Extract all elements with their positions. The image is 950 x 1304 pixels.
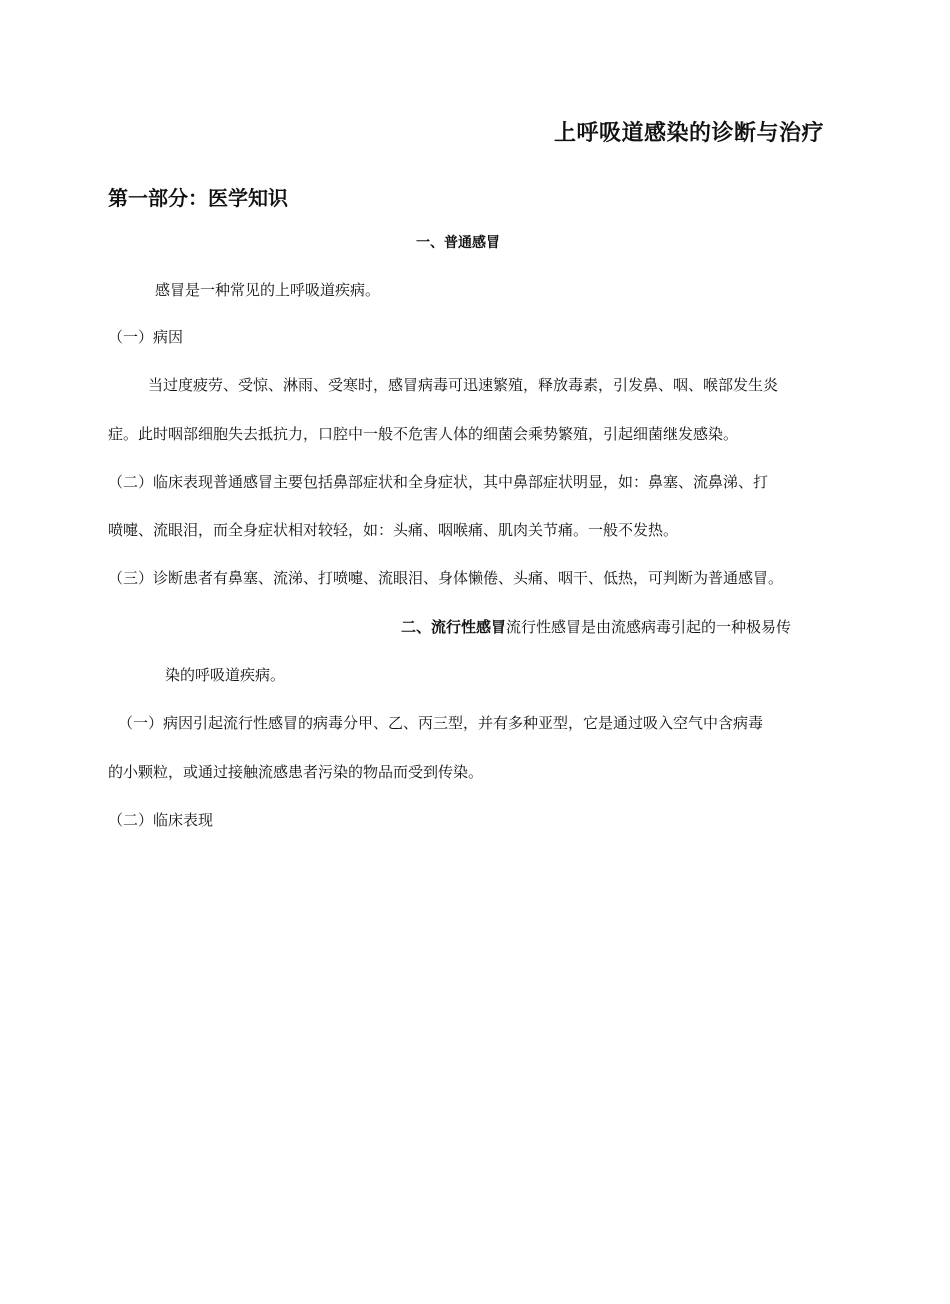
paragraph-diagnosis: （三）诊断患者有鼻塞、流涕、打喷嚏、流眼泪、身体懒倦、头痛、咽干、低热，可判断为普通感冒。 — [108, 569, 784, 587]
paragraph-influenza-cause-line-2: 的小颗粒，或通过接触流感患者污染的物品而受到传染。 — [108, 763, 484, 781]
document-title: 上呼吸道感染的诊断与治疗 — [553, 121, 824, 146]
paragraph-clinical-line-1: （二）临床表现普通感冒主要包括鼻部症状和全身症状，其中鼻部症状明显，如：鼻塞、流鼻涕、打 — [108, 473, 769, 491]
section-heading-influenza-prefix: 二、 — [401, 618, 432, 636]
section-heading-influenza — [401, 617, 791, 637]
paragraph-cause-line-1: 当过度疲劳、受惊、淋雨、受寒时，感冒病毒可迅速繁殖，释放毒素，引发鼻、咽、喉部发生炎 — [148, 376, 779, 394]
paragraph-influenza-intro-line-2: 染的呼吸道疾病。 — [165, 666, 286, 684]
section-heading-common-cold: 一、普通感冒 — [416, 235, 500, 251]
section-heading-influenza-rest: 流行性感冒是由流感病毒引起的一种极易传 — [506, 618, 792, 636]
paragraph-intro: 感冒是一种常见的上呼吸道疾病。 — [155, 281, 381, 299]
paragraph-clinical-line-2: 喷嚏、流眼泪，而全身症状相对较轻，如：头痛、咽喉痛、肌肉关节痛。一般不发热。 — [108, 521, 679, 539]
paragraph-influenza-cause-line-1: （一）病因引起流行性感冒的病毒分甲、乙、丙三型，并有多种亚型，它是通过吸入空气中含病毒 — [118, 714, 764, 732]
subheading-cause: （一）病因 — [108, 328, 184, 346]
section-heading-influenza-bold: 流行性感冒 — [431, 618, 507, 636]
part-heading: 第一部分：医学知识 — [108, 186, 288, 210]
subheading-influenza-clinical: （二）临床表现 — [108, 811, 214, 829]
paragraph-cause-line-2: 症。此时咽部细胞失去抵抗力，口腔中一般不危害人体的细菌会乘势繁殖，引起细菌继发感染。 — [108, 425, 739, 443]
